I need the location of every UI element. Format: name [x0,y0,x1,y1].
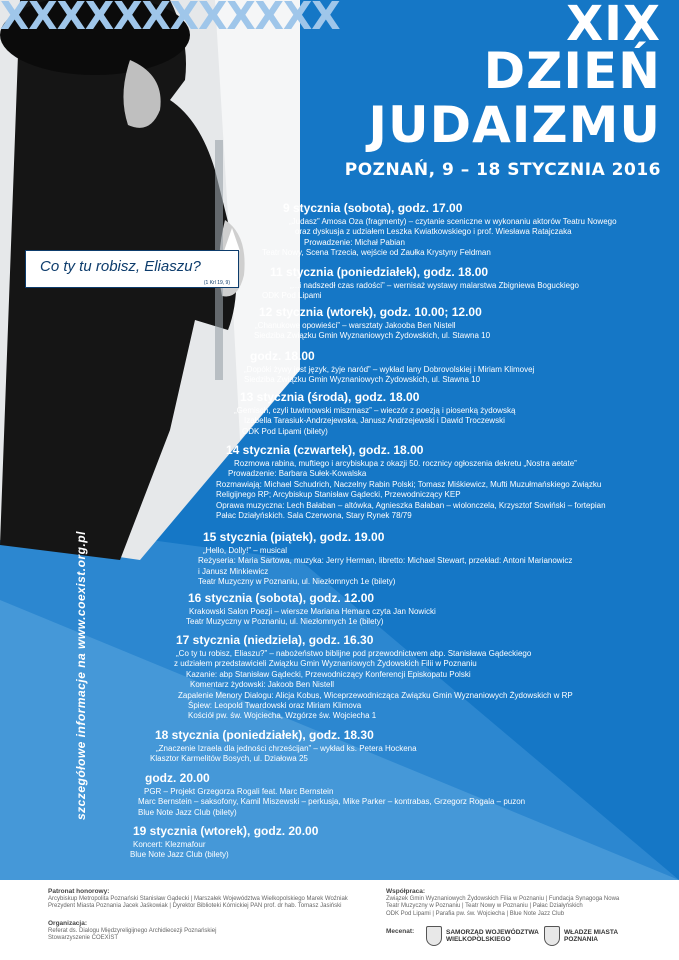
organizacja-heading: Organizacja: [48,920,88,927]
event-item [0,305,490,342]
event-line: Rozmowa rabina, muftiego i arcybiskupa z okazji 50. rocznicy ogłoszenia dekretu „Nostra aetate” [234,459,577,468]
logo-line: POZNANIA [564,936,598,943]
quote-reference: (1 Krl 19, 9) [203,280,230,286]
logo-poznan[interactable] [544,926,618,946]
event-heading: 13 stycznia (środa), godz. 18.00 [240,390,420,404]
event-line: Teatr Muzyczny w Poznaniu, ul. Niezłomnych 1e (bilety) [186,617,384,627]
event-heading: 16 stycznia (sobota), godz. 12.00 [188,591,375,605]
event-line: ODK Pod Lipami (bilety) [242,426,328,436]
event-item [0,771,525,818]
event-heading: 9 stycznia (sobota), godz. 17.00 [283,201,463,215]
event-line: „Znaczenie Izraela dla jedności chrześcijan” – wykład ks. Petera Hockena [156,744,417,753]
website-text[interactable]: szczegółowe informacje na www.coexist.org.pl [74,531,88,820]
logo-line: SAMORZĄD WOJEWÓDZTWA [446,928,539,936]
patronat-line: Arcybiskup Metropolita Poznański Stanisław Gądecki | Marszałek Województwa Wielkopolskiego Marek Woźniak [48,895,348,902]
event-line: Prowadzenie: Michał Pabian [304,237,405,247]
event-item [0,201,617,259]
subtitle-dates: POZNAŃ, 9 – 18 STYCZNIA 2016 [344,160,661,180]
event-line: Śpiew: Leopold Twardowski oraz Miriam Klimova [188,701,362,711]
event-line: ODK Pod Lipami [262,291,322,301]
event-item [0,728,417,765]
event-item [0,633,573,722]
event-line: Krakowski Salon Poezji – wiersze Mariana Hemara czyta Jan Nowicki [189,607,436,616]
event-item [0,530,572,588]
event-item [0,349,534,386]
event-line: Komentarz żydowski: Jakoob Ben Nistell [190,680,335,690]
event-item [0,824,318,861]
event-item [0,591,436,628]
title-judaizmu: JUDAIZMU [368,96,661,154]
logo-samorzad[interactable] [426,926,539,946]
event-line: Reżyseria: Maria Sartowa, muzyka: Jerry Herman, libretto: Michael Stewart, przekład: Antoni Marianowicz [198,556,573,566]
footer [0,880,679,960]
logo-line: WŁADZE MIASTA [564,928,619,936]
event-line: z udziałem przedstawicieli Związku Gmin Wyznaniowych Żydowskich Filii w Poznaniu [174,659,477,669]
event-line: Kościół pw. św. Wojciecha, Wzgórze św. Wojciecha 1 [188,711,377,721]
event-line: Zapalenie Menory Dialogu: Alicja Kobus, Wiceprzewodnicząca Związku Gmin Wyznaniowych Żydowskich w RP [178,690,573,700]
event-line: Prowadzenie: Barbara Sułek-Kowalska [228,469,367,479]
event-line: Koncert: Klezmafour [133,840,206,849]
event-line: oraz dyskusja z udziałem Leszka Kwiatkowskiego i prof. Wiesława Ratajczaka [295,227,572,237]
crest-icon [426,926,442,946]
event-heading: godz. 18.00 [250,349,315,363]
event-item [0,390,515,437]
event-line: Rozmawiają: Michael Schudrich, Naczelny Rabin Polski; Tomasz Miśkiewicz, Mufti Muzułmańskiego Związku [216,479,602,489]
event-line: Blue Note Jazz Club (bilety) [130,850,229,860]
wspolpraca-heading: Współpraca: [386,888,426,895]
event-heading: 11 stycznia (poniedziałek), godz. 18.00 [270,265,489,279]
event-line: Klasztor Karmelitów Bosych, ul. Działowa 25 [150,754,308,764]
title-dzien: DZIEŃ [483,42,661,100]
event-heading: godz. 20.00 [145,771,210,785]
organizacja-section [48,920,216,943]
event-line: „Chanukowe opowieści” – warsztaty Jakooba Ben Nistell [255,321,456,330]
event-line: Blue Note Jazz Club (bilety) [138,807,237,817]
event-line: „...i nadszedł czas radości” – wernisaż wystawy malarstwa Zbigniewa Boguckiego [290,281,580,290]
title-xix: XIX [566,0,661,52]
patronat-section [48,888,348,911]
x-pattern: XXXXXXXXXXXX [0,0,340,38]
event-line: „Co ty tu robisz, Eliaszu?” – nabożeństwo biblijne pod przewodnictwem abp. Stanisława Gądeckiego [176,649,532,658]
event-heading: 15 stycznia (piątek), godz. 19.00 [203,530,385,544]
event-line: Siedziba Związku Gmin Wyznaniowych Żydowskich, ul. Stawna 10 [254,331,491,341]
event-item [0,443,606,521]
event-line: Kazanie: abp Stanisław Gądecki, Przewodniczący Konferencji Episkopatu Polski [186,669,471,679]
event-line: Oprawa muzyczna: Lech Bałaban – altówka, Agnieszka Bałaban – wiolonczela, Krzysztof Sowiński – fortepian [216,500,606,510]
event-heading: 17 stycznia (niedziela), godz. 16.30 [176,633,374,647]
event-heading: 18 stycznia (poniedziałek), godz. 18.30 [155,728,374,742]
event-line: Teatr Nowy, Scena Trzecia, wejście od Zaułka Krystyny Feldman [262,248,491,258]
event-line: „Hello, Dolly!” – musical [203,546,288,555]
event-line: „Gemisch, czyli tuwimowski miszmasz” – wieczór z poezją i piosenką żydowską [234,406,516,415]
organizacja-line: Stowarzyszenie COEXIST [48,935,119,941]
organizacja-line: Referat ds. Dialogu Międzyreligijnego Archidiecezji Poznańskiej [48,927,217,934]
event-line: Pałac Działyńskich. Sala Czerwona, Stary Rynek 78/79 [216,511,412,521]
wspolpraca-line: Teatr Muzyczny w Poznaniu | Teatr Nowy w Poznaniu | Pałac Działyńskich [386,903,583,909]
event-line: Izabella Tarasiuk-Andrzejewska, Janusz Andrzejewski i Dawid Troczewski [244,416,505,426]
crest-icon [544,926,560,946]
patronat-line: Prezydent Miasta Poznania Jacek Jaśkowiak | Dyrektor Biblioteki Kórnickiej PAN prof. dr hab. Tomasz Jasiński [48,903,342,909]
event-line: Siedziba Związku Gmin Wyznaniowych Żydowskich, ul. Stawna 10 [244,375,481,385]
event-line: Religijnego RP; Arcybiskup Stanisław Gądecki, Przewodniczący KEP [216,490,461,500]
event-heading: 19 stycznia (wtorek), godz. 20.00 [133,824,319,838]
event-line: PGR – Projekt Grzegorza Rogali feat. Marc Bernstein [144,787,334,796]
event-line: Marc Bernstein – saksofony, Kamil Miszewski – perkusja, Mike Parker – kontrabas, Grzegorz Rogala – puzon [138,797,526,807]
patronat-heading: Patronat honorowy: [48,888,110,895]
mecenat-section [386,928,414,936]
event-line: „Dopóki żywy jest język, żyje naród” – wykład Iany Dobrovolskiej i Miriam Klimovej [244,365,535,374]
event-line: „Judasz” Amosa Oza (fragmenty) – czytanie sceniczne w wykonaniu aktorów Teatru Nowego [289,217,617,226]
event-item [0,265,579,302]
wspolpraca-section [386,888,619,918]
wspolpraca-line: Związek Gmin Wyznaniowych Żydowskich Filia w Poznaniu | Fundacja Synagoga Nowa [386,895,620,902]
quote-text: Co ty tu robisz, Eliaszu? [40,258,201,275]
event-heading: 12 stycznia (wtorek), godz. 10.00; 12.00 [259,305,482,319]
event-heading: 14 stycznia (czwartek), godz. 18.00 [226,443,424,457]
logo-line: WIELKOPOLSKIEGO [446,936,511,943]
event-line: i Janusz Minkiewicz [198,566,269,576]
wspolpraca-line: ODK Pod Lipami | Parafia pw. św. Wojciecha | Blue Note Jazz Club [386,910,565,917]
mecenat-heading: Mecenat: [386,928,415,935]
event-line: Teatr Muzyczny w Poznaniu, ul. Niezłomnych 1e (bilety) [198,577,396,587]
